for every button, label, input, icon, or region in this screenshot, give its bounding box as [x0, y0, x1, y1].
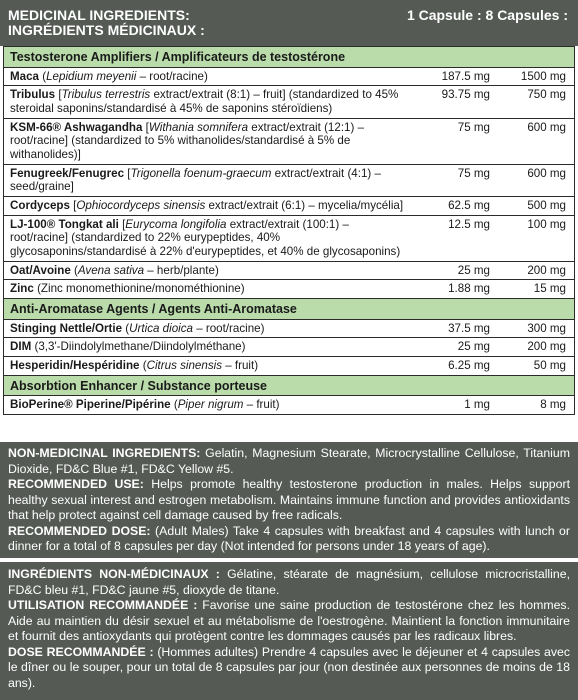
ingredient-row	[4, 85, 574, 117]
ingredient-row	[4, 215, 574, 261]
ingredient-row	[4, 118, 574, 164]
ingredient-name-cell	[10, 359, 404, 373]
amount-per-8-capsules: 1500 mg	[520, 69, 566, 83]
recommended-use-en	[8, 477, 570, 524]
amount-per-capsule: 25 mg	[457, 263, 490, 277]
ingredient-name-cell	[10, 282, 404, 296]
ingredient-name: DIM	[10, 340, 32, 354]
recommended-dose-fr	[8, 645, 570, 692]
ingredient-description: (Zinc monomethionine/monométhionine)	[33, 282, 245, 296]
ingredient-name: BioPerine® Piperine/Pipérine	[10, 398, 171, 412]
amount-per-capsule: 1.88 mg	[448, 282, 490, 296]
ingredient-name-cell	[10, 322, 404, 336]
header-columns: 1 Capsule : 8 Capsules :	[406, 7, 568, 23]
recommended-use-fr-text: Favorise une saine production de testostérone chez les hommes. Aide au maintien du désir sexuel et au métabolisme de l'oestrogène. Maintient la fonction immunitaire et fournit des antioxydants qui protègent contre les dommages causés par les radicaux libres.	[8, 598, 570, 643]
amount-per-capsule: 12.5 mg	[448, 217, 490, 231]
ingredient-name: LJ-100® Tongkat ali	[10, 217, 119, 231]
recommended-dose-fr-text: (Hommes adultes) Prendre 4 capsules avec le déjeuner et 4 capsules avec le dîner ou le souper, pour un total de 8 capsules par jour (non destinée aux personnes de moins de 18 ans).	[8, 644, 570, 690]
non-medicinal-en-text: Gelatin, Magnesium Stearate, Microcrystalline Cellulose, Titanium Dioxide, FD&C Blue #1, FD&C Yellow #5.	[8, 446, 570, 476]
ingredient-description: (Piper nigrum – fruit)	[170, 398, 280, 412]
ingredient-row	[4, 261, 574, 280]
amount-per-capsule: 25 mg	[457, 340, 490, 354]
ingredient-name-cell	[10, 199, 404, 213]
amount-per-capsule: 75 mg	[457, 120, 490, 134]
ingredient-row	[4, 196, 574, 215]
amount-per-capsule: 93.75 mg	[441, 88, 490, 102]
ingredient-name: Hesperidin/Hespéridine	[10, 359, 140, 372]
ingredient-description: [Eurycoma longifolia extract/extrait (100:1) – root/racine] (standardized to 22% eurypeptides, 40% glycosaponins/standardisé à 22% d'eurypeptides, et 40% de glycosaponins)	[10, 217, 401, 259]
amount-per-8-capsules: 600 mg	[527, 166, 566, 180]
amount-per-8-capsules: 300 mg	[527, 321, 566, 335]
recommended-dose-en-label: RECOMMENDED DOSE:	[8, 523, 151, 538]
ingredient-description: (Lepidium meyenii – root/racine)	[39, 69, 208, 83]
ingredient-name-cell	[10, 167, 404, 194]
ingredient-row	[4, 319, 574, 338]
ingredient-description: (3,3'-Diindolylmethane/Diindolylméthane)	[31, 340, 246, 354]
amount-per-8-capsules: 15 mg	[533, 282, 566, 296]
ingredient-description: [Withania somnifera extract/extrait (12:1) – root/racine] (standardized to 5% withanolides/standardisé à 5% de withanolides)]	[10, 120, 365, 161]
ingredient-row	[4, 279, 574, 298]
ingredient-name: Fenugreek/Fenugrec	[10, 166, 125, 180]
non-medicinal-fr	[8, 567, 570, 598]
ingredient-name: Tribulus	[10, 88, 56, 102]
amount-per-capsule: 62.5 mg	[448, 199, 490, 212]
ingredients-header	[0, 0, 578, 46]
ingredients-table	[3, 46, 575, 415]
header-title-fr: INGRÉDIENTS MÉDICINAUX :	[8, 22, 205, 38]
non-medicinal-en	[8, 446, 570, 477]
ingredient-row	[4, 337, 574, 356]
amount-per-8-capsules: 500 mg	[527, 199, 566, 212]
section-header: Anti-Aromatase Agents / Agents Anti-Aromatase	[4, 298, 574, 319]
recommended-use-fr	[8, 598, 570, 645]
amount-per-capsule: 75 mg	[457, 166, 490, 180]
amount-per-capsule: 187.5 mg	[441, 69, 490, 83]
ingredient-name: Oat/Avoine	[10, 263, 71, 277]
amount-per-8-capsules: 200 mg	[527, 263, 566, 277]
ingredient-name-cell	[10, 398, 404, 412]
recommended-use-en-label: RECOMMENDED USE:	[8, 477, 144, 491]
recommended-use-en-text: Helps promote healthy testosterone production in males. Helps support healthy sexual interest and estrogen metabolism. Maintains immune function and provides antioxidants that help protect against cell damage caused by free radicals.	[8, 477, 570, 522]
ingredient-row	[4, 67, 574, 86]
ingredient-name-cell	[10, 121, 404, 162]
ingredient-name-cell	[10, 88, 404, 115]
ingredient-name: KSM-66® Ashwagandha	[10, 120, 143, 134]
non-medicinal-en-label: NON-MEDICINAL INGREDIENTS:	[8, 446, 201, 460]
amount-per-8-capsules: 8 mg	[540, 398, 566, 412]
ingredient-name: Maca	[10, 69, 40, 83]
recommended-dose-en	[8, 524, 570, 555]
ingredient-name-cell	[10, 70, 404, 84]
ingredient-description: [Ophiocordyceps sinensis extract/extrait (6:1) – mycelia/mycélia]	[69, 199, 404, 212]
ingredient-description: [Tribulus terrestris extract/extrait (8:1) – fruit] (standardized to 45% steroidal saponins/standardisé à 45% de saponins stéroïdiens)	[10, 88, 399, 115]
english-info-panel	[0, 442, 578, 558]
recommended-use-fr-label: UTILISATION RECOMMANDÉE :	[8, 598, 198, 612]
non-medicinal-fr-label: INGRÉDIENTS NON-MÉDICINAUX :	[8, 567, 220, 581]
ingredient-row	[4, 164, 574, 196]
ingredient-description: [Trigonella foenum-graecum extract/extrait (4:1) – seed/graine]	[10, 166, 381, 194]
amount-per-8-capsules: 100 mg	[527, 217, 566, 231]
amount-per-capsule: 1 mg	[464, 398, 490, 412]
amount-per-8-capsules: 600 mg	[527, 120, 566, 134]
amount-per-capsule: 6.25 mg	[448, 359, 490, 372]
ingredient-name: Stinging Nettle/Ortie	[10, 321, 123, 335]
section-header: Testosterone Amplifiers / Amplificateurs de testostérone	[4, 46, 574, 67]
header-title-en: MEDICINAL INGREDIENTS:	[8, 7, 190, 23]
amount-per-8-capsules: 50 mg	[533, 359, 566, 372]
amount-per-8-capsules: 750 mg	[527, 88, 566, 102]
ingredient-name-cell	[10, 340, 404, 354]
section-header: Absorbtion Enhancer / Substance porteuse	[4, 375, 574, 396]
ingredient-description: (Avena sativa – herb/plante)	[70, 263, 219, 277]
amount-per-8-capsules: 200 mg	[527, 340, 566, 354]
amount-per-capsule: 37.5 mg	[448, 321, 490, 335]
ingredient-description: (Citrus sinensis – fruit)	[139, 359, 259, 372]
ingredient-name: Zinc	[10, 282, 34, 296]
ingredient-name: Cordyceps	[10, 199, 70, 212]
ingredient-name-cell	[10, 218, 404, 259]
ingredient-row	[4, 356, 574, 375]
ingredient-description: (Urtica dioica – root/racine)	[122, 321, 265, 335]
header-titles	[8, 8, 205, 38]
non-medicinal-fr-text: Gélatine, stéarate de magnésium, cellulose microcristalline, FD&C bleu #1, FD&C jaune #5, dioxyde de titane.	[8, 567, 570, 597]
recommended-dose-en-text: (Adult Males) Take 4 capsules with breakfast and 4 capsules with lunch or dinner for a total of 8 capsules per day (Not intended for persons under 18 years of age).	[8, 523, 570, 553]
ingredient-name-cell	[10, 264, 404, 278]
recommended-dose-fr-label: DOSE RECOMMANDÉE :	[8, 644, 154, 659]
french-info-panel	[0, 558, 578, 700]
ingredient-row	[4, 395, 574, 414]
